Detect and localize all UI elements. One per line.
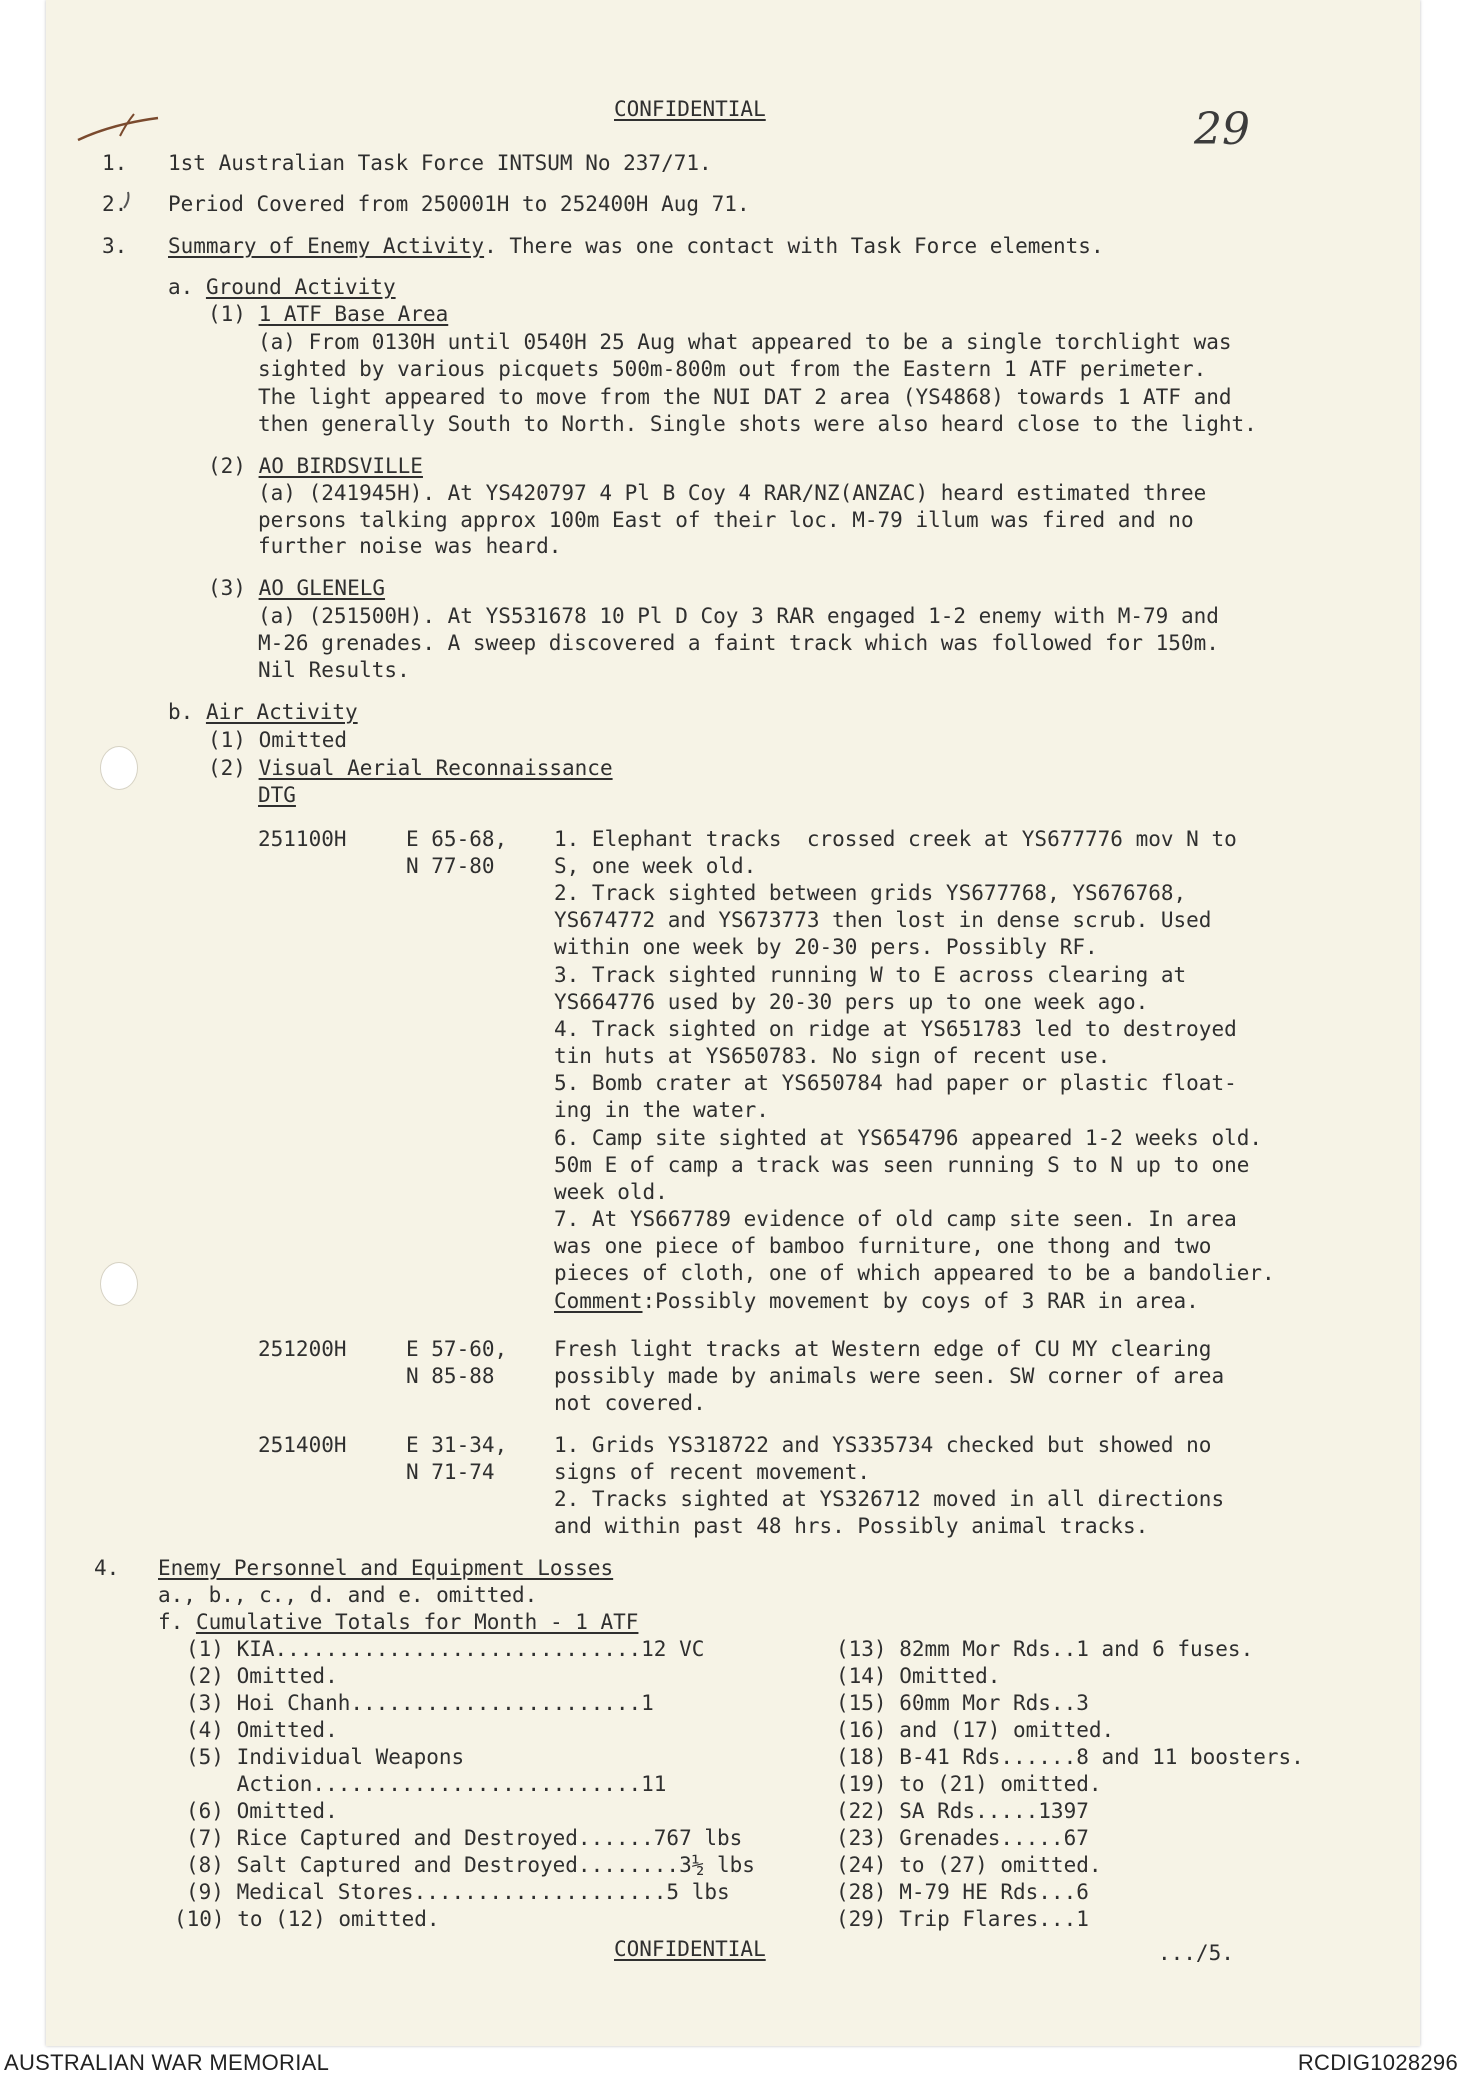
header-classification: CONFIDENTIAL [614, 97, 766, 121]
sub-item: (1) Omitted [208, 728, 348, 752]
paragraph-line: sighted by various picquets 500m-800m out from the Eastern 1 ATF perimeter. [258, 357, 1207, 381]
dtg-column-label: DTG [258, 783, 296, 807]
ground-activity-heading: Ground Activity [205, 275, 396, 299]
section-heading: Summary of Enemy Activity [168, 234, 485, 258]
air-activity-heading: Air Activity [205, 700, 358, 724]
subsection-a: a. Ground Activity [168, 275, 396, 299]
recce-line: was one piece of bamboo furniture, one thong and two [554, 1234, 1212, 1258]
section-heading: Enemy Personnel and Equipment Losses [158, 1556, 614, 1580]
punch-hole [100, 746, 138, 790]
sub-item: (2) Visual Aerial Reconnaissance [208, 756, 613, 780]
totals-left-row: (2) Omitted. [186, 1664, 338, 1688]
recce-line: Fresh light tracks at Western edge of CU MY clearing [554, 1337, 1212, 1361]
recce-line: within one week by 20-30 pers. Possibly RF. [554, 935, 1098, 959]
grid-area: E 31-34, [406, 1433, 508, 1457]
recce-line: tin huts at YS650783. No sign of recent use. [554, 1044, 1111, 1068]
item-number: 4. [94, 1556, 120, 1580]
recce-line: 2. Tracks sighted at YS326712 moved in all directions [554, 1487, 1225, 1511]
recce-line: week old. [554, 1180, 668, 1204]
totals-left-row: (9) Medical Stores....................5 lbs [186, 1880, 730, 1904]
recce-line: pieces of cloth, one of which appeared to be a bandolier. [554, 1261, 1275, 1285]
totals-left-row: (3) Hoi Chanh.......................1 [186, 1691, 654, 1715]
recce-line: 3. Track sighted running W to E across clearing at [554, 963, 1187, 987]
totals-right-row: (15) 60mm Mor Rds..3 [836, 1691, 1089, 1715]
sub-heading: AO GLENELG [258, 576, 386, 600]
sub-item: (2) AO BIRDSVILLE [208, 454, 423, 478]
item-text [168, 233, 1104, 260]
recce-line: S, one week old. [554, 854, 757, 878]
recce-line: and within past 48 hrs. Possibly animal tracks. [554, 1514, 1149, 1538]
totals-right-row: (18) B-41 Rds......8 and 11 boosters. [836, 1745, 1304, 1769]
recce-line: 5. Bomb crater at YS650784 had paper or plastic float- [554, 1071, 1237, 1095]
totals-right-row: (16) and (17) omitted. [836, 1718, 1115, 1742]
recce-line: YS674772 and YS673773 then lost in dense scrub. Used [554, 908, 1212, 932]
totals-right-row: (28) M-79 HE Rds...6 [836, 1880, 1089, 1904]
totals-left-row: (1) KIA.............................12 VC [186, 1637, 705, 1661]
totals-right-row: (23) Grenades.....67 [836, 1826, 1089, 1850]
recce-line: 6. Camp site sighted at YS654796 appeared 1-2 weeks old. [554, 1126, 1263, 1150]
totals-right-row: (19) to (21) omitted. [836, 1772, 1102, 1796]
item-number: 2. [102, 192, 128, 216]
paragraph-line: Nil Results. [258, 658, 410, 682]
recce-line: not covered. [554, 1391, 706, 1415]
losses-omitted: a., b., c., d. and e. omitted. [158, 1583, 538, 1607]
dtg-value: 251200H [258, 1337, 347, 1361]
recce-line: signs of recent movement. [554, 1460, 871, 1484]
sub-item: (3) AO GLENELG [208, 576, 386, 600]
grid-area: E 57-60, [406, 1337, 508, 1361]
recce-line: 1. Elephant tracks crossed creek at YS677776 mov N to [554, 827, 1237, 851]
dtg-value: 251100H [258, 827, 347, 851]
recce-line: ing in the water. [554, 1098, 769, 1122]
totals-right-row: (13) 82mm Mor Rds..1 and 6 fuses. [836, 1637, 1254, 1661]
totals-left-row: (7) Rice Captured and Destroyed......767 lbs [186, 1826, 743, 1850]
sub-heading: 1 ATF Base Area [258, 302, 449, 326]
item-number: 1. [102, 151, 128, 175]
totals-right-row: (29) Trip Flares...1 [836, 1907, 1089, 1931]
paragraph-line: (a) From 0130H until 0540H 25 Aug what appeared to be a single torchlight was [258, 330, 1232, 354]
sub-heading: Omitted [258, 728, 348, 752]
totals-left-row: (5) Individual Weapons [186, 1745, 465, 1769]
paragraph-line: M-26 grenades. A sweep discovered a faint track which was followed for 150m. [258, 631, 1219, 655]
punch-hole [100, 1262, 138, 1306]
totals-right-row: (22) SA Rds.....1397 [836, 1799, 1089, 1823]
paragraph-line: persons talking approx 100m East of their loc. M-79 illum was fired and no [258, 508, 1194, 532]
comment-line [554, 1288, 1199, 1315]
item-text: 1st Australian Task Force INTSUM No 237/71. [168, 151, 712, 175]
grid-area: N 71-74 [406, 1460, 495, 1484]
paragraph-line: (a) (241945H). At YS420797 4 Pl B Coy 4 RAR/NZ(ANZAC) heard estimated three [258, 481, 1207, 505]
recce-line: 7. At YS667789 evidence of old camp site seen. In area [554, 1207, 1237, 1231]
footer-classification: CONFIDENTIAL [614, 1937, 766, 1961]
section-heading-rest: . There was one contact with Task Force elements. [484, 234, 1104, 258]
subsection-b: b. Air Activity [168, 700, 358, 724]
comment-label: Comment [554, 1289, 643, 1313]
paragraph-line: (a) (251500H). At YS531678 10 Pl D Coy 3 RAR engaged 1-2 enemy with M-79 and [258, 604, 1219, 628]
losses-f-line [158, 1609, 638, 1636]
losses-f-label: f. [158, 1610, 196, 1634]
recce-line: 4. Track sighted on ridge at YS651783 led to destroyed [554, 1017, 1237, 1041]
page-number-annotation: 29 [1194, 104, 1250, 155]
grid-area: E 65-68, [406, 827, 508, 851]
totals-left-row: (10) to (12) omitted. [174, 1907, 440, 1931]
recce-line: 2. Track sighted between grids YS677768, YS676768, [554, 881, 1187, 905]
item-text: Period Covered from 250001H to 252400H Aug 71. [168, 192, 750, 216]
totals-left-row: (8) Salt Captured and Destroyed........3½ lbs [186, 1853, 755, 1877]
totals-left-row: Action..........................11 [186, 1772, 667, 1796]
totals-left-row: (6) Omitted. [186, 1799, 338, 1823]
continuation-marker: .../5. [1158, 1941, 1234, 1965]
dtg-value: 251400H [258, 1433, 347, 1457]
grid-area: N 85-88 [406, 1364, 495, 1388]
losses-f-heading: Cumulative Totals for Month - 1 ATF [195, 1610, 639, 1634]
comment-text: :Possibly movement by coys of 3 RAR in area. [642, 1289, 1199, 1313]
sub-heading: AO BIRDSVILLE [258, 454, 423, 478]
recce-line: 1. Grids YS318722 and YS335734 checked but showed no [554, 1433, 1212, 1457]
recce-line: possibly made by animals were seen. SW corner of area [554, 1364, 1225, 1388]
recce-line: 50m E of camp a track was seen running S to N up to one [554, 1153, 1250, 1177]
paragraph-line: then generally South to North. Single shots were also heard close to the light. [258, 412, 1257, 436]
document-page [46, 0, 1420, 2046]
archive-credit: AUSTRALIAN WAR MEMORIAL [4, 2050, 330, 2075]
grid-area: N 77-80 [406, 854, 495, 878]
paragraph-line: further noise was heard. [258, 534, 562, 558]
recce-line: YS664776 used by 20-30 pers up to one week ago. [554, 990, 1149, 1014]
totals-left-row: (4) Omitted. [186, 1718, 338, 1742]
archive-reference: RCDIG1028296 [1297, 2050, 1458, 2075]
sub-heading: Visual Aerial Reconnaissance [258, 756, 613, 780]
item-number: 3. [102, 234, 128, 258]
totals-right-row: (14) Omitted. [836, 1664, 1001, 1688]
paragraph-line: The light appeared to move from the NUI DAT 2 area (YS4868) towards 1 ATF and [258, 385, 1232, 409]
totals-right-row: (24) to (27) omitted. [836, 1853, 1102, 1877]
sub-item: (1) 1 ATF Base Area [208, 302, 449, 326]
